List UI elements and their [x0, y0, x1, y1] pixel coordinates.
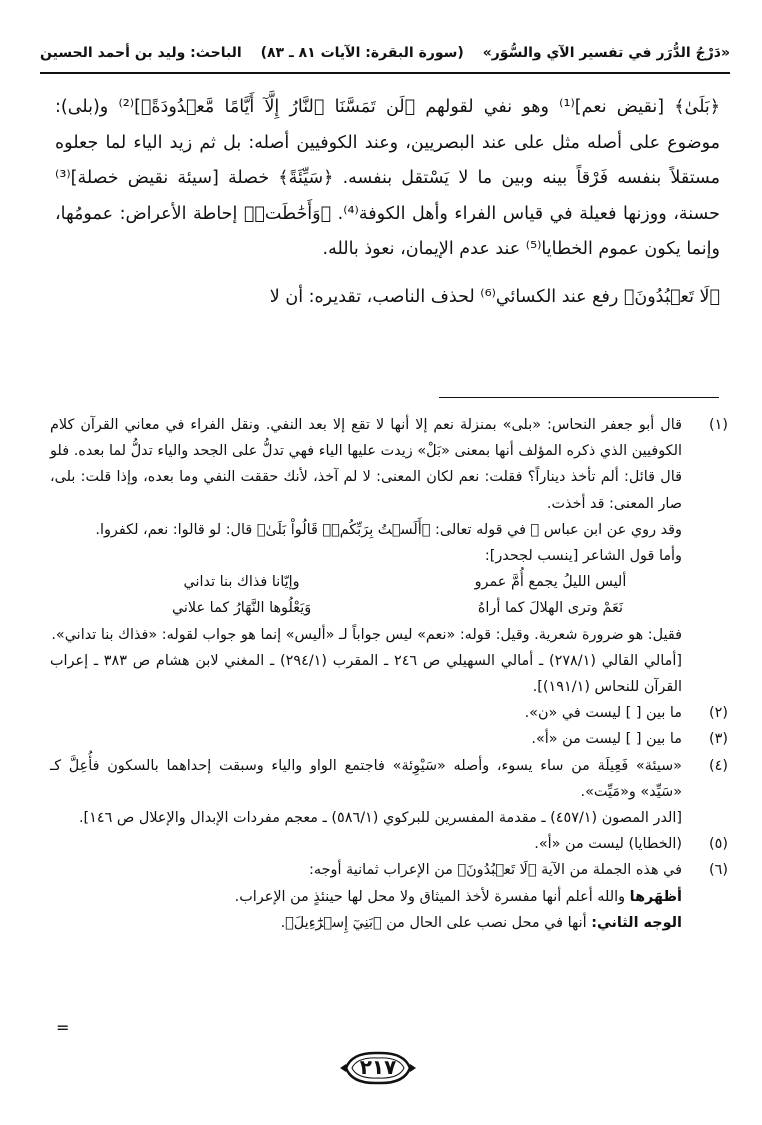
- main-text: [55, 90, 720, 315]
- footnote-text-run: والله أعلم أنها مفسرة لأخذ الميثاق ولا محل لها حينئذٍ من الإعراب.: [234, 888, 630, 905]
- footnote-references: [أمالي القالي (٢٧٨/١) ـ أمالي السهيلي ص ٢٤٦ ـ المقرب (٢٩٤/١) ـ المغني لابن هشام ص ٣٨٣ ـ إعراب القرآن للنحاس (١٩١/١)].: [50, 652, 683, 696]
- footnote-text: وأما قول الشاعر [ينسب لجحدر]:: [484, 548, 682, 565]
- footnote-references: [الدر المصون (٤٥٧/١) ـ مقدمة المفسرين للبركوي (٥٨٦/١) ـ معجم مفردات الإبدال والإعلال ص ١٤٦].: [78, 810, 682, 827]
- footnote-number: (٤): [709, 757, 728, 774]
- paragraph-la-tabudun: ﴿لَا تَعۡبُدُونَ﴾ رفع عند الكسائي⁽⁶⁾ لحذف الناصب، تقديره: أن لا: [269, 286, 720, 307]
- footnote-text: قال أبو جعفر النحاس: «بلى» بمنزلة نعم إلا أنها لا تقع إلا بعد النفي. ونقل الفراء في معاني القرآن كلام الكوفيين الذي ذكره المؤلف أنها بمعنى «بَلْ» زيدت عليها الياء فهي تدلُّ على الجحد والياء تدلُّ لما بعده. فلو قال قائل: ألم تأخذ ديناراً؟ فقلت: نعم لكان المعنى: لا لم آخذ، لأنك حققت النفي وما بعده، وإذا قلت: بلى، صار المعنى: قد أخذت.: [50, 417, 682, 512]
- footnote-text: ما بين [ ] ليست في «ن».: [524, 705, 682, 722]
- verse-line: [50, 569, 682, 595]
- poem-verses: [50, 569, 682, 621]
- footnote-number: (٢): [709, 705, 728, 722]
- verse-hemistich: وَيَعْلُوها النَّهَارُ كما علاني: [171, 600, 312, 617]
- footnote-5: [50, 831, 730, 857]
- section-title: (سورة البقرة: الآيات ٨١ ـ ٨٣): [260, 45, 464, 61]
- footnote-number: (٦): [709, 862, 728, 879]
- bold-term: الوجه الثاني:: [591, 914, 682, 931]
- verse-line: [50, 595, 682, 621]
- footnote-text-run: أنها في محل نصب على الحال من ﴿بَنِيٓ إِسۡرَٰٓءِيلَ﴾.: [280, 914, 592, 931]
- book-title: «دَرْجُ الدُّرَر في تفسير الآي والسُّوَر»: [482, 45, 730, 61]
- footnote-text: «سيئة» فَعِيلَة من ساء يسوء، وأصله «سَيْوِئة» فاجتمع الواو والياء وسبقت إحداهما بالسكون فأُعِلَّ كـ «سَيِّد» و«مَيِّت».: [50, 757, 682, 800]
- footnote-text: [50, 884, 682, 910]
- header-divider: [40, 72, 730, 74]
- verse-hemistich: نَعَمْ وترى الهلالَ كما أراهُ: [477, 600, 623, 617]
- footnote-divider: [439, 397, 719, 398]
- footnote-number: (٣): [709, 731, 728, 748]
- researcher-name: الباحث: وليد بن أحمد الحسين: [40, 45, 242, 61]
- verse-hemistich: وإيّانا فذاك بنا تداني: [183, 574, 300, 591]
- footnote-text: ما بين [ ] ليست من «أ».: [531, 731, 682, 748]
- footnote-2: [50, 700, 730, 726]
- footnote-4: [50, 753, 730, 832]
- paragraph-bala: ﴿بَلَىٰ﴾ [نقيض نعم]⁽¹⁾ وهو نفي لقولهم ﴿لَن تَمَسَّنَا ٱلنَّارُ إِلَّآ أَيَّامًا مَّعۡدُودَةً﴾]⁽²⁾ و(بلى): موضوع على أصله مثل على عند البصريين، وعند الكوفيين أصله: بل ثم زيد الياء لما جعلوه مستقلاً بنفسه فَرْقاً بينه وبين ما لا يَسْتقل بنفسه. ﴿سَيِّئَةً﴾ خصلة [سيئة نقيض خصلة]⁽³⁾ حسنة، ووزنها فعيلة في قياس الفراء وأهل الكوفة⁽⁴⁾. ﴿وَأَحَٰطَتۡ﴾ إحاطة الأعراض: عمومُها، وإنما يكون عموم الخطايا⁽⁵⁾ عند عدم الإيمان، نعوذ بالله.: [55, 97, 720, 259]
- footnote-number: (١): [709, 417, 728, 433]
- footnote-1: [50, 412, 730, 700]
- footnote-text: وقد روي عن ابن عباس ﷺ في قوله تعالى: ﴿أَلَسۡتُ بِرَبِّكُمۡۖ قَالُواْ بَلَىٰ﴾ قال: لو قالوا: نعم، لكفروا.: [95, 521, 682, 538]
- verse-hemistich: أليس الليلُ يجمع أُمَّ عمرو: [474, 574, 627, 591]
- margin-continuation-mark: =: [56, 1018, 70, 1037]
- footnotes: [50, 412, 730, 936]
- footnote-text: فقيل: هو ضرورة شعرية. وقيل: قوله: «نعم» ليس جواباً لـ «أليس» إنما هو جواب لقوله: «فذاك بنا تداني».: [51, 626, 682, 643]
- page-number-ornament: [338, 1048, 418, 1088]
- footnote-text: في هذه الجملة من الآية ﴿لَا تَعۡبُدُونَ﴾ من الإعراب ثمانية أوجه:: [309, 862, 682, 879]
- running-header: [40, 38, 730, 68]
- footnote-text: [50, 910, 682, 936]
- page-number: ٢١٧: [359, 1055, 397, 1079]
- footnote-number: (٥): [709, 836, 728, 853]
- bold-term: أظهَرها: [629, 888, 682, 905]
- footnote-6: [50, 857, 730, 936]
- footnote-text: (الخطايا) ليست من «أ».: [534, 836, 682, 853]
- footnote-3: [50, 726, 730, 752]
